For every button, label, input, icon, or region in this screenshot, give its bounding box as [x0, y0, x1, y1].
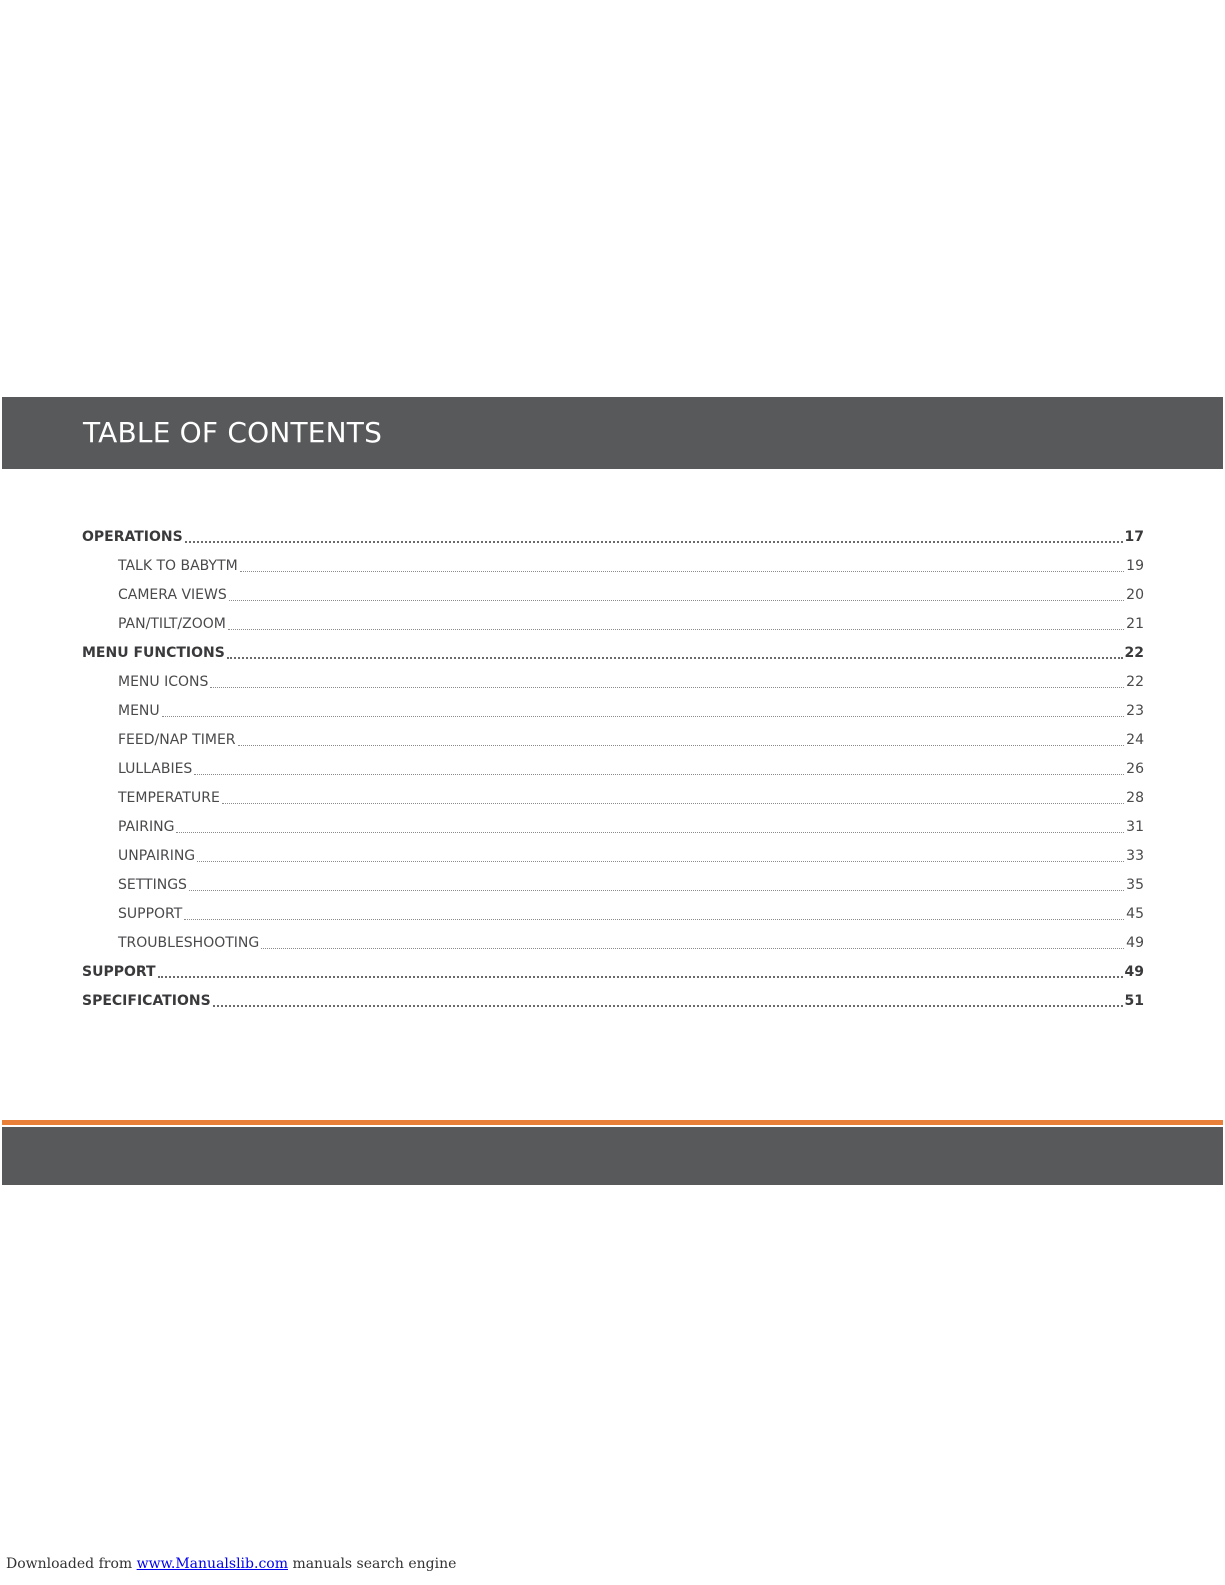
- toc-entry-label: TROUBLESHOOTING: [118, 935, 260, 951]
- toc-entry-label: MENU ICONS: [118, 674, 209, 690]
- toc-entry-page: 35: [1126, 877, 1144, 893]
- toc-entry-page: 23: [1126, 703, 1144, 719]
- toc-leader-dots: [227, 656, 1123, 659]
- toc-entry[interactable]: [82, 784, 1144, 813]
- toc-entry[interactable]: [82, 842, 1144, 871]
- toc-entry-page: 31: [1126, 819, 1144, 835]
- toc-entry[interactable]: [82, 610, 1144, 639]
- table-of-contents: [82, 523, 1144, 1016]
- toc-entry-page: 49: [1126, 935, 1144, 951]
- header-bar: [2, 397, 1223, 469]
- toc-entry[interactable]: [82, 987, 1144, 1016]
- toc-entry-page: 33: [1126, 848, 1144, 864]
- toc-entry-page: 51: [1124, 993, 1144, 1009]
- toc-leader-dots: [238, 744, 1124, 746]
- manualslib-link[interactable]: www.Manualslib.com: [136, 1556, 288, 1572]
- toc-leader-dots: [194, 773, 1124, 775]
- toc-entry-label: TEMPERATURE: [118, 790, 220, 806]
- toc-entry-label: LULLABIES: [118, 761, 193, 777]
- toc-entry[interactable]: [82, 523, 1144, 552]
- footer-bar: [2, 1127, 1223, 1185]
- toc-entry-page: 17: [1124, 529, 1144, 545]
- accent-divider: [2, 1120, 1223, 1125]
- toc-entry-label: SUPPORT: [82, 964, 156, 980]
- toc-entry-label: OPERATIONS: [82, 529, 183, 545]
- toc-leader-dots: [162, 715, 1124, 717]
- toc-entry[interactable]: [82, 552, 1144, 581]
- toc-entry-label: SUPPORT: [118, 906, 183, 922]
- toc-leader-dots: [185, 540, 1123, 543]
- toc-leader-dots: [197, 860, 1124, 862]
- toc-entry[interactable]: [82, 813, 1144, 842]
- downloaded-from-text: Downloaded from: [6, 1556, 133, 1572]
- toc-entry-label: FEED/NAP TIMER: [118, 732, 236, 748]
- toc-leader-dots: [228, 628, 1124, 630]
- toc-entry-label: MENU FUNCTIONS: [82, 645, 225, 661]
- toc-leader-dots: [261, 947, 1124, 949]
- page-title: TABLE OF CONTENTS: [83, 416, 383, 449]
- toc-entry[interactable]: [82, 900, 1144, 929]
- toc-entry-page: 22: [1124, 645, 1144, 661]
- toc-leader-dots: [176, 831, 1124, 833]
- toc-entry-page: 28: [1126, 790, 1144, 806]
- toc-entry[interactable]: [82, 639, 1144, 668]
- toc-entry-page: 19: [1126, 558, 1144, 574]
- toc-entry-page: 22: [1126, 674, 1144, 690]
- toc-entry-page: 24: [1126, 732, 1144, 748]
- toc-entry[interactable]: [82, 958, 1144, 987]
- toc-entry[interactable]: [82, 697, 1144, 726]
- toc-leader-dots: [222, 802, 1124, 804]
- toc-entry-label: CAMERA VIEWS: [118, 587, 227, 603]
- toc-leader-dots: [158, 975, 1123, 978]
- toc-entry-page: 21: [1126, 616, 1144, 632]
- toc-leader-dots: [240, 570, 1124, 572]
- toc-entry[interactable]: [82, 668, 1144, 697]
- toc-leader-dots: [210, 686, 1124, 688]
- toc-entry-page: 20: [1126, 587, 1144, 603]
- toc-entry-label: SETTINGS: [118, 877, 187, 893]
- toc-entry[interactable]: [82, 929, 1144, 958]
- toc-entry[interactable]: [82, 581, 1144, 610]
- toc-entry-label: PAN/TILT/ZOOM: [118, 616, 226, 632]
- toc-entry[interactable]: [82, 755, 1144, 784]
- toc-leader-dots: [189, 889, 1124, 891]
- download-notice: [6, 1556, 456, 1572]
- toc-entry-label: TALK TO BABYTM: [118, 558, 238, 574]
- toc-leader-dots: [229, 599, 1124, 601]
- toc-entry-page: 45: [1126, 906, 1144, 922]
- tagline-text: manuals search engine: [292, 1556, 457, 1572]
- toc-entry-label: MENU: [118, 703, 160, 719]
- toc-leader-dots: [184, 918, 1124, 920]
- toc-entry-page: 26: [1126, 761, 1144, 777]
- toc-entry[interactable]: [82, 871, 1144, 900]
- toc-entry-label: SPECIFICATIONS: [82, 993, 211, 1009]
- toc-entry-page: 49: [1124, 964, 1144, 980]
- toc-leader-dots: [213, 1004, 1123, 1007]
- toc-entry-label: PAIRING: [118, 819, 175, 835]
- toc-entry[interactable]: [82, 726, 1144, 755]
- toc-entry-label: UNPAIRING: [118, 848, 196, 864]
